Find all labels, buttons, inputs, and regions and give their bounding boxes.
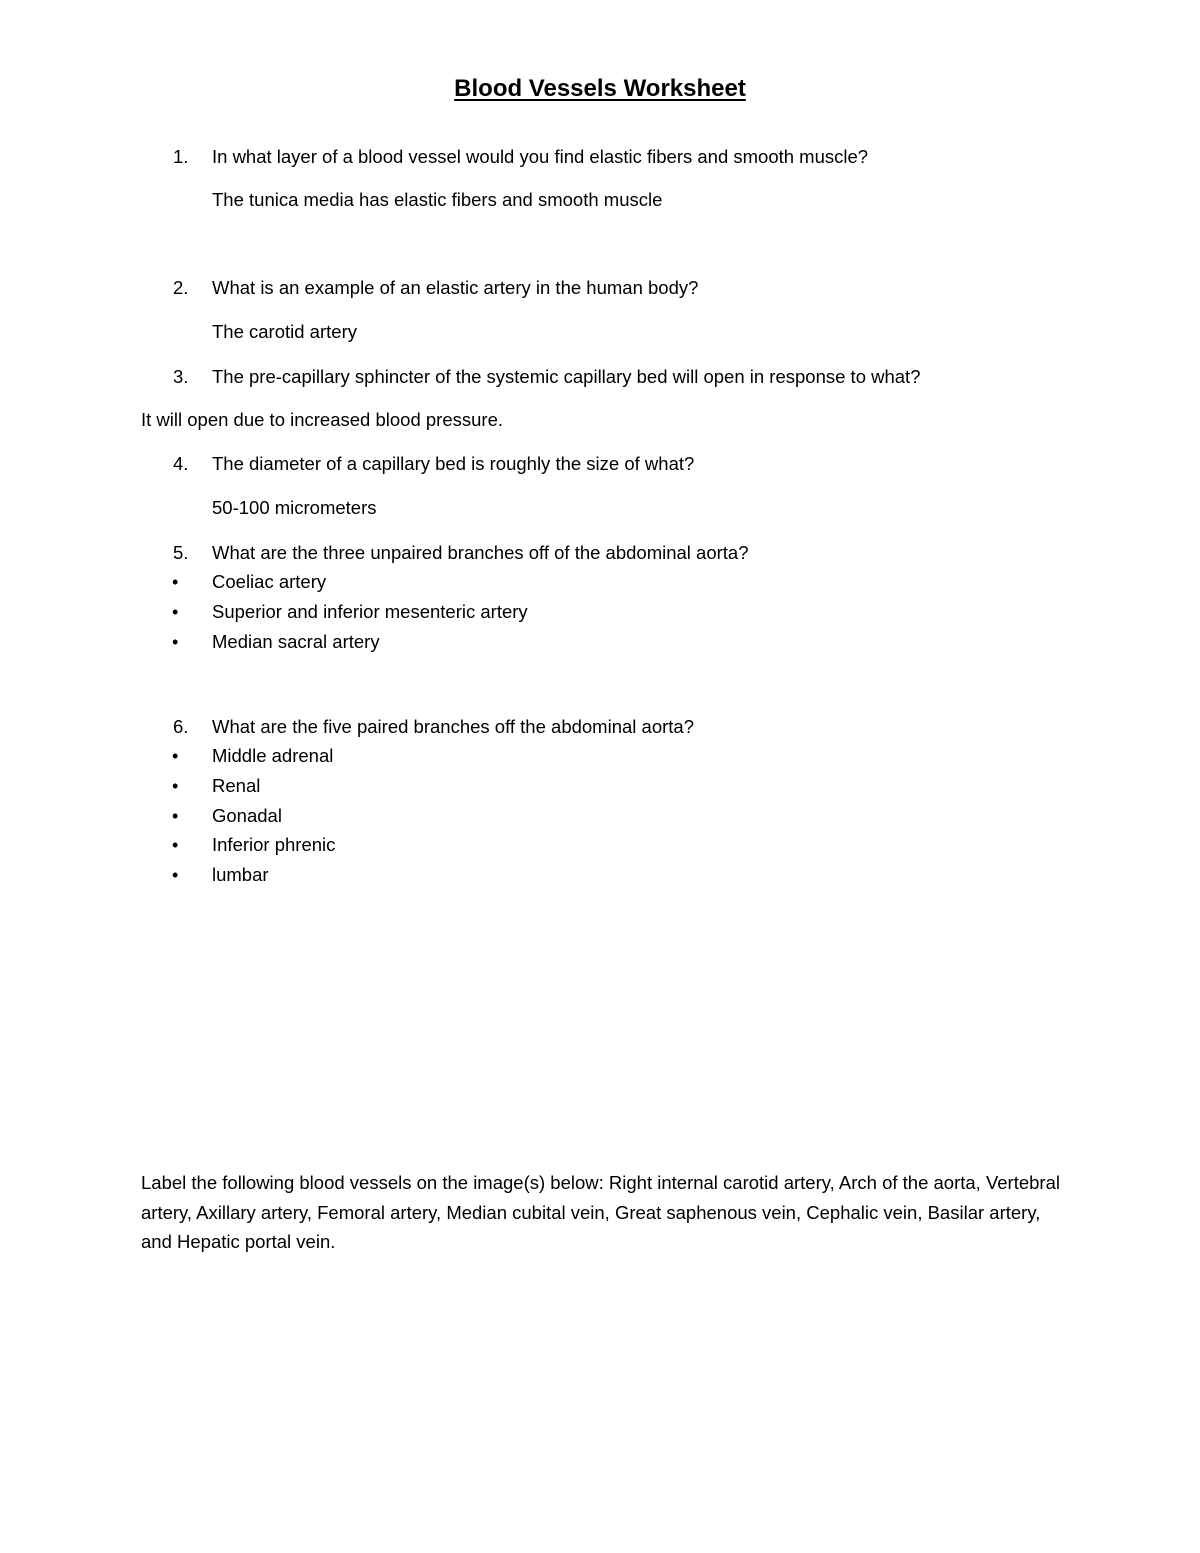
bullet-icon: • xyxy=(172,632,179,652)
label-instruction: Label the following blood vessels on the image(s) below: Right internal carotid artery, Arch of the aorta, Vertebral artery, Axillary artery, Femoral artery, Median cubital vein, Great saphenous vein, Cephalic vein, Basilar artery, and Hepatic portal vein. xyxy=(141,1172,1060,1252)
list-item: Middle adrenal xyxy=(212,745,334,766)
list-item: Superior and inferior mesenteric artery xyxy=(212,601,528,622)
bullet-icon: • xyxy=(172,572,179,592)
question-2-number: 2. xyxy=(173,277,189,298)
list-item: lumbar xyxy=(212,864,269,885)
bullet-icon: • xyxy=(172,806,179,826)
question-1-text: In what layer of a blood vessel would you find elastic fibers and smooth muscle? xyxy=(212,146,869,167)
question-4-number: 4. xyxy=(173,453,189,474)
question-2-text: What is an example of an elastic artery in the human body? xyxy=(212,277,699,298)
question-6-number: 6. xyxy=(173,716,189,737)
bullet-icon: • xyxy=(172,776,179,796)
list-item: Coeliac artery xyxy=(212,571,327,592)
list-item: Renal xyxy=(212,775,261,796)
answer-4-text: 50-100 micrometers xyxy=(212,497,377,518)
answer-1-text: The tunica media has elastic fibers and smooth muscle xyxy=(212,189,663,210)
answer-2-text: The carotid artery xyxy=(212,321,357,342)
question-4-text: The diameter of a capillary bed is roughly the size of what? xyxy=(212,453,695,474)
page-title: Blood Vessels Worksheet xyxy=(454,75,746,102)
question-6-text: What are the five paired branches off the abdominal aorta? xyxy=(212,716,694,737)
question-5-number: 5. xyxy=(173,542,189,563)
question-5-text: What are the three unpaired branches off of the abdominal aorta? xyxy=(212,542,749,563)
question-3-text: The pre-capillary sphincter of the systemic capillary bed will open in response to what? xyxy=(212,366,921,387)
answer-3-text: It will open due to increased blood pressure. xyxy=(141,409,503,430)
bullet-icon: • xyxy=(172,865,179,885)
bullet-icon: • xyxy=(172,602,179,622)
question-3-number: 3. xyxy=(173,366,189,387)
bullet-icon: • xyxy=(172,835,179,855)
question-1-number: 1. xyxy=(173,146,189,167)
list-item: Gonadal xyxy=(212,805,282,826)
list-item: Median sacral artery xyxy=(212,631,380,652)
list-item: Inferior phrenic xyxy=(212,834,336,855)
bullet-icon: • xyxy=(172,746,179,766)
